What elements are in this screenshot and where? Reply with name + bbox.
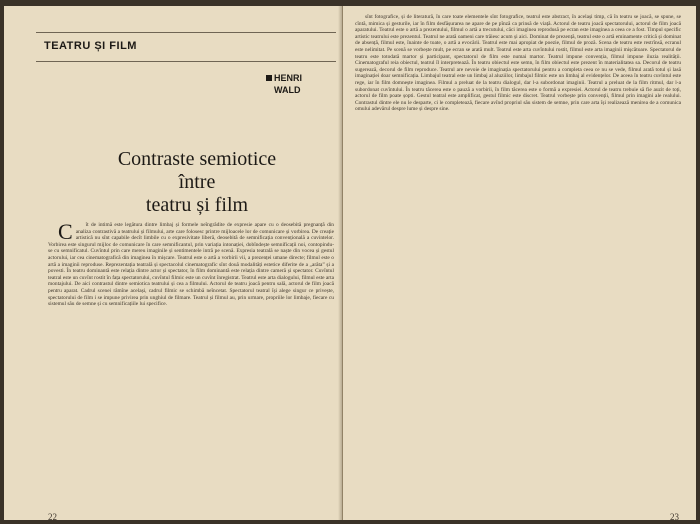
article-title-line-2: între bbox=[178, 171, 216, 193]
author-marker bbox=[266, 75, 272, 81]
page-number-right: 23 bbox=[670, 512, 679, 522]
left-page bbox=[4, 6, 343, 520]
left-body-paragraph: ît de intimă este legătura dintre limbaj și formele neîngrădite de expresie apare cu o deosebită pregnanță din analiza contrastivă a teatrului și filmului, arte care folosesc printre mijloacele lor de comunicare și vorbirea. De creație artistică nu sînt capabile decît limbile cu o expresivitate liberă, deosebită de semnificația convențională a cuvintelor. Vorbirea este singurul mijloc de comunicare în care semnificantul, prin variația intonației, dobîndește semnificații noi, contopindu-se cu semnificatul. Cuvîntul prin care mereu imaginile și sentimentele intră pe scenă. Expresia teatrală se naște din vocea și gestul actorului, iar cea cinematografică din imaginea în mișcare. Teatrul este o artă a vorbirii vii, a prezenței umane directe; filmul este o artă a imaginii reproduse. Reprezentația teatrală și spectacolul cinematografic sînt două modalități estetice diferite de a „arăta” și a povesti. În teatru dominantă este relația dintre actor și spectator, în film dominantă este relația dintre cameră și spectator. Cuvîntul teatral este un cuvînt rostit în fața spectatorului, cuvîntul filmic este un cuvînt înregistrat. Teatrul este arta dialogului, filmul este arta montajului. De aici contrastul dintre semiotica teatrului și cea a filmului. Actorul de teatru joacă pentru sală, actorul de film joacă pentru aparat. Cadrul scenei rămîne același, cadrul filmic se schimbă neîncetat. Spectatorul teatral își alege singur ce privește, spectatorului de film i se impune privirea prin unghiul de filmare. Teatrul și filmul au, prin urmare, propriile lor limbaje, fiecare cu sistemul său de semne și cu semnificațiile lui specifice. bbox=[48, 222, 334, 308]
right-page bbox=[343, 6, 696, 520]
section-title: TEATRU ȘI FILM bbox=[44, 40, 137, 52]
page-number-left: 22 bbox=[48, 512, 57, 522]
author-first-name: HENRI bbox=[274, 73, 303, 83]
article-title-line-1: Contraste semiotice bbox=[117, 148, 277, 170]
article-title bbox=[112, 148, 282, 217]
article-title-line-3: teatru și film bbox=[145, 194, 249, 216]
right-body-text bbox=[355, 14, 681, 510]
author-last-name: WALD bbox=[274, 85, 301, 95]
left-body-text bbox=[48, 222, 334, 506]
right-body-paragraph: sînt fotografice, și de literatură, în care toate elementele sînt fotografice, teatrul este abstract, în același timp, că în teatru se joacă, se spune, se cîntă, mimica și gesturile, iar în film desfășurarea ne apare de pe pînză ca prinsă de viață. Actorul de teatru joacă spectatorului, actorul de film joacă aparatului. Teatrul este o artă a prezentului, filmul o artă a trecutului, căci imaginea reprodusă pe ecran este imaginea a ceea ce a fost. Timpul specific artistic teatrului este prezentul. Teatrul ne arată oameni care trăiesc acum și aici. Dominat de prezență, teatrul este o artă eminamente critică și dominat de absență, filmul este, înainte de toate, o artă a evocării. Teatrul este mai apropiat de poezie, filmul de proză. Scena de teatru este restrînsă, ecranul este nelimitat. Pe scenă se vorbește mult, pe ecran se arată mult. Teatrul este arta cuvîntului rostit, filmul este arta imaginii mișcătoare. Spectatorul de teatru este totodată martor și participant, spectatorul de film este numai martor. Teatrul impune convenția, filmul impune iluzia realității. Cinematograful reia obiectul, teatrul îl interpretează. În teatru obiectul este semn, în film obiectul este prezent în materialitatea sa. Decorul de teatru sugerează, decorul de film reproduce. Teatrul are nevoie de imaginația spectatorului pentru a completa ceea ce nu se vede, filmul arată totul și lasă imaginației doar semnificația. Limbajul teatral este un limbaj al aluziilor, limbajul filmic este un limbaj al evidențelor. De aceea în teatru cuvîntul este rege, iar în film domnește imaginea. Filmul a preluat de la teatru dialogul, dar l-a subordonat imaginii. Teatrul a preluat de la film ritmul, dar l-a subordonat cuvîntului. În teatru tăcerea este o pauză a vorbirii, în film tăcerea este o formă a expresiei. Actorul de teatru trebuie să fie auzit de toți, actorul de film poate șopti. Gestul teatral este amplificat, gestul filmic este discret. Teatrul vorbește prin convenții, filmul prin imagini ale realului. Contrastul dintre ele nu le desparte, ci le completează, fiecare avînd propriul său sistem de semne, prin care arta își realizează menirea de a comunica omului adevărul despre lume și despre sine. bbox=[355, 14, 681, 113]
drop-cap: C bbox=[58, 222, 73, 244]
author-name bbox=[274, 72, 334, 96]
